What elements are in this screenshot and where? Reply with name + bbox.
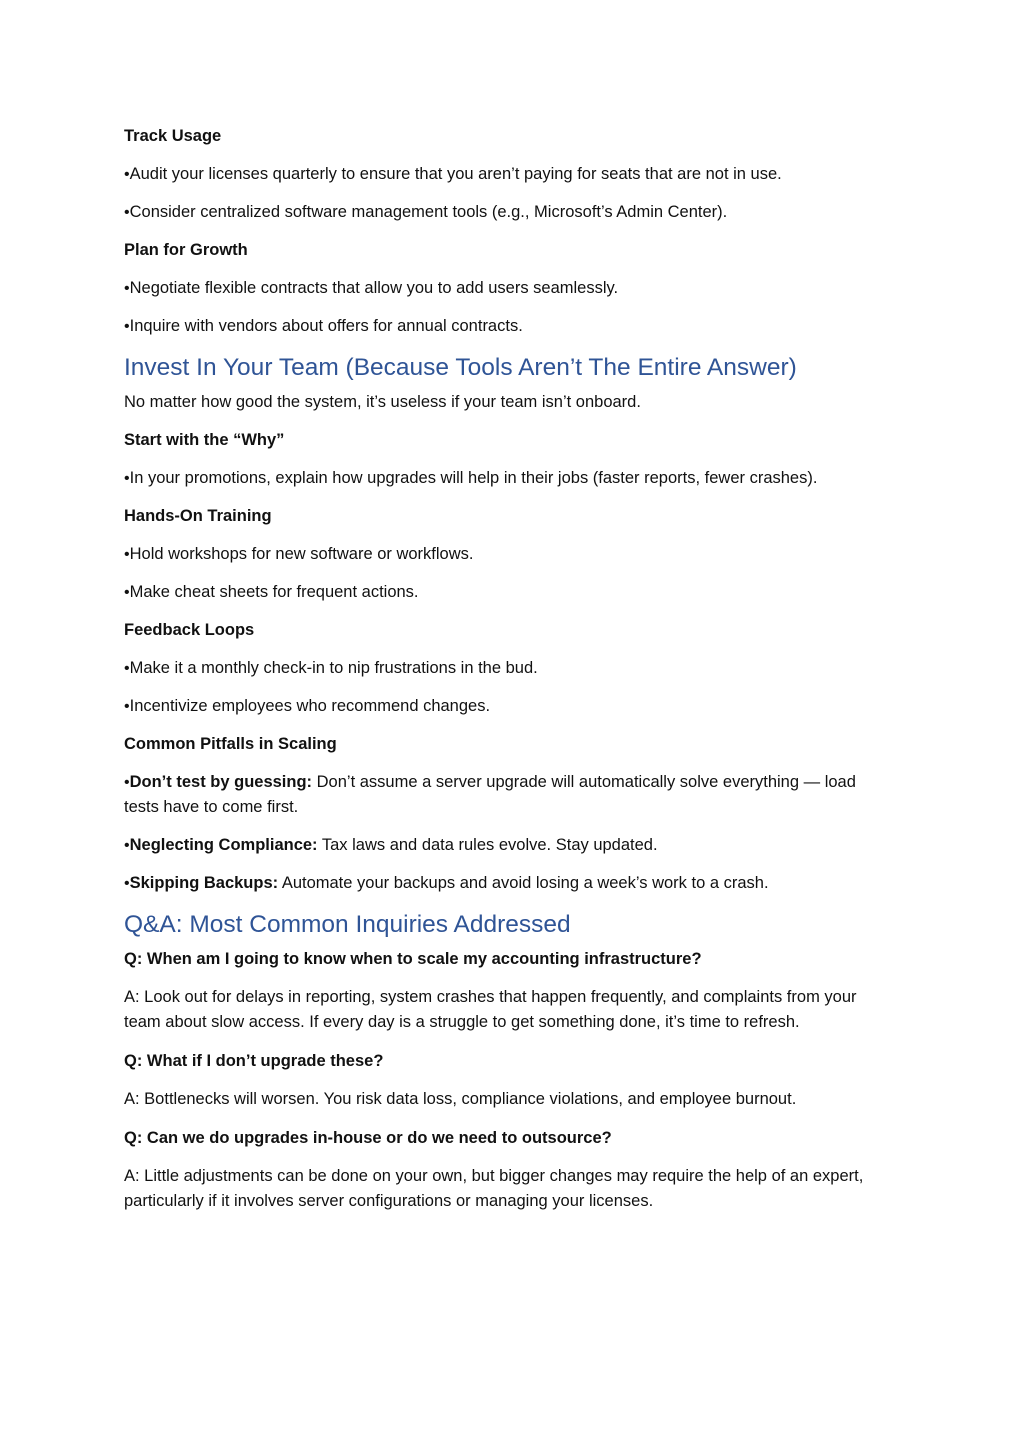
subheading-feedback: Feedback Loops [124,621,255,639]
pitfall-lead: Skipping Backups: [129,874,279,892]
heading-qa: Q&A: Most Common Inquiries Addressed [124,911,571,938]
subheading-track-usage: Track Usage [124,127,222,145]
bullet-item [124,542,894,567]
bullet-item [124,656,894,681]
bullet-glyph: • [124,584,130,601]
bullet-glyph: • [124,660,130,677]
bullet-text: Hold workshops for new software or workflows. [129,545,474,563]
subheading-start-why: Start with the “Why” [124,431,285,449]
bullet-text: In your promotions, explain how upgrades will help in their jobs (faster reports, fewer crashes). [129,469,818,487]
pitfall-item [124,871,894,896]
bullet-text: Consider centralized software management tools (e.g., Microsoft’s Admin Center). [129,203,728,221]
subheading-pitfalls: Common Pitfalls in Scaling [124,735,337,753]
bullet-glyph: • [124,837,130,854]
bullet-text: Make it a monthly check-in to nip frustrations in the bud. [129,659,538,677]
qa-answer: A: Look out for delays in reporting, system crashes that happen frequently, and complaints from your team about slow access. If every day is a struggle to get something done, it’s time to refresh. [124,988,857,1031]
bullet-item [124,694,894,719]
pitfall-text: Automate your backups and avoid losing a week’s work to a crash. [278,874,769,892]
subheading-hands-on: Hands-On Training [124,507,272,525]
bullet-item [124,200,894,225]
bullet-text: Negotiate flexible contracts that allow you to add users seamlessly. [129,279,619,297]
pitfall-text: Tax laws and data rules evolve. Stay updated. [317,836,658,854]
subheading-plan-for-growth: Plan for Growth [124,241,248,259]
bullet-text: Inquire with vendors about offers for annual contracts. [129,317,523,335]
bullet-glyph: • [124,470,130,487]
document-page [124,124,894,1228]
bullet-glyph: • [124,698,130,715]
qa-answer: A: Little adjustments can be done on your own, but bigger changes may require the help of an expert, particularly if it involves server configurations or managing your licenses. [124,1167,864,1210]
bullet-text: Make cheat sheets for frequent actions. [129,583,419,601]
bullet-text: Audit your licenses quarterly to ensure that you aren’t paying for seats that are not in use. [129,165,782,183]
bullet-glyph: • [124,318,130,335]
bullet-text: Incentivize employees who recommend changes. [129,697,491,715]
qa-answer: A: Bottlenecks will worsen. You risk data loss, compliance violations, and employee burnout. [124,1090,797,1108]
pitfall-text: Don’t assume a server upgrade will automatically solve everything — load tests have to come first. [124,773,856,816]
intro-paragraph: No matter how good the system, it’s useless if your team isn’t onboard. [124,393,641,411]
bullet-glyph: • [124,774,130,791]
bullet-glyph: • [124,875,130,892]
pitfall-item [124,833,894,858]
bullet-glyph: • [124,546,130,563]
qa-question: Q: What if I don’t upgrade these? [124,1052,384,1070]
bullet-item [124,162,894,187]
pitfall-lead: Neglecting Compliance: [129,836,318,854]
qa-question: Q: When am I going to know when to scale my accounting infrastructure? [124,950,702,968]
bullet-item [124,276,894,301]
bullet-glyph: • [124,166,130,183]
bullet-item [124,314,894,339]
pitfall-lead: Don’t test by guessing: [129,773,313,791]
heading-invest-in-team: Invest In Your Team (Because Tools Aren’t The Entire Answer) [124,354,797,381]
bullet-item [124,466,894,491]
bullet-glyph: • [124,280,130,297]
qa-question: Q: Can we do upgrades in-house or do we need to outsource? [124,1129,612,1147]
pitfall-item [124,770,894,820]
bullet-item [124,580,894,605]
bullet-glyph: • [124,204,130,221]
